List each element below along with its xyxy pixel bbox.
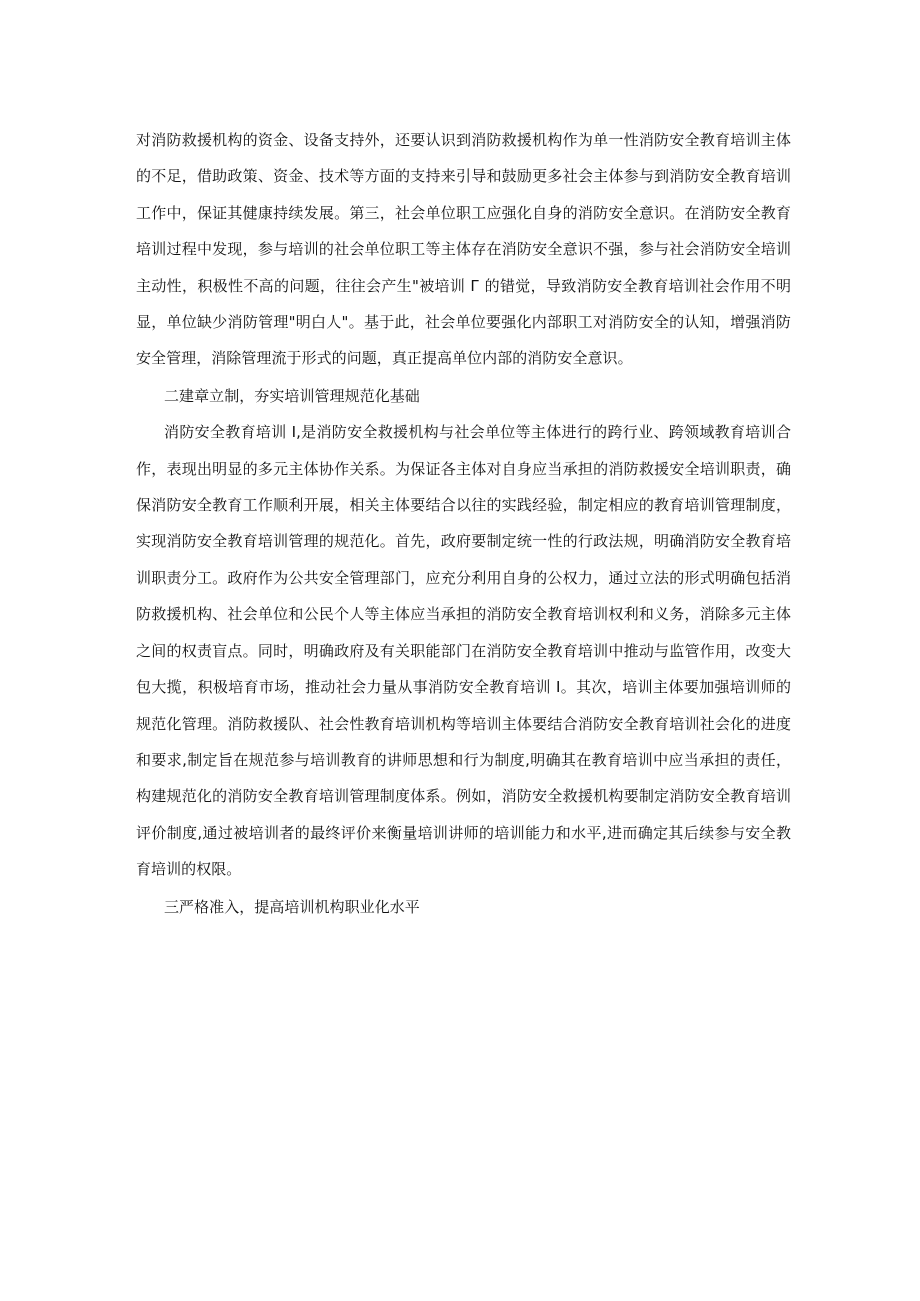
section-heading-2: 二建章立制，夯实培训管理规范化基础 [164,386,420,405]
paragraph-1: 对消防救援机构的资金、设备支持外，还要认识到消防救援机构作为单一性消防安全教育培训主体的不足，借助政策、资金、技术等方面的支持来引导和鼓励更多社会主体参与到消防安全教育培训工作中，保证其健康持续发展。第三，社会单位职工应强化自身的消防安全意识。在消防安全教育培训过程中发现，参与培训的社会单位职工等主体存在消防安全意识不强，参与社会消防安全培训主动性，积极性不高的问题，往往会产生"被培训 Г 的错觉，导致消防安全教育培训社会作用不明显，单位缺少消防管理"明白人"。基于此，社会单位要强化内部职工对消防安全的认知，增强消防安全管理，消除管理流于形式的问题，真正提高单位内部的消防安全意识。 [136,131,791,368]
paragraph-2: 消防安全教育培训 I,是消防安全救援机构与社会单位等主体进行的跨行业、跨领域教育培训合作，表现出明显的多元主体协作关系。为保证各主体对自身应当承担的消防救援安全培训职责，确保消防安全教育工作顺利开展，相关主体要结合以往的实践经验，制定相应的教育培训管理制度，实现消防安全教育培训管理的规范化。首先，政府要制定统一性的行政法规，明确消防安全教育培训职责分工。政府作为公共安全管理部门，应充分利用自身的公权力，通过立法的形式明确包括消防救援机构、社会单位和公民个人等主体应当承担的消防安全教育培训权利和义务，消除多元主体之间的权责盲点。同时，明确政府及有关职能部门在消防安全教育培训中推动与监管作用，改变大包大揽，积极培育市场，推动社会力量从事消防安全教育培训 I。其次，培训主体要加强培训师的规范化管理。消防救援队、社会性教育培训机构等培训主体要结合消防安全教育培训社会化的进度和要求,制定旨在规范参与培训教育的讲师思想和行为制度,明确其在教育培训中应当承担的责任，构建规范化的消防安全教育培训管理制度体系。例如，消防安全救援机构要制定消防安全教育培训评价制度,通过被培训者的最终评价来衡量培训讲师的培训能力和水平,进而确定其后续参与安全教育培训的权限。 [136,423,791,879]
document-body [136,122,791,925]
section-heading-3: 三严格准入，提高培训机构职业化水平 [164,897,420,916]
